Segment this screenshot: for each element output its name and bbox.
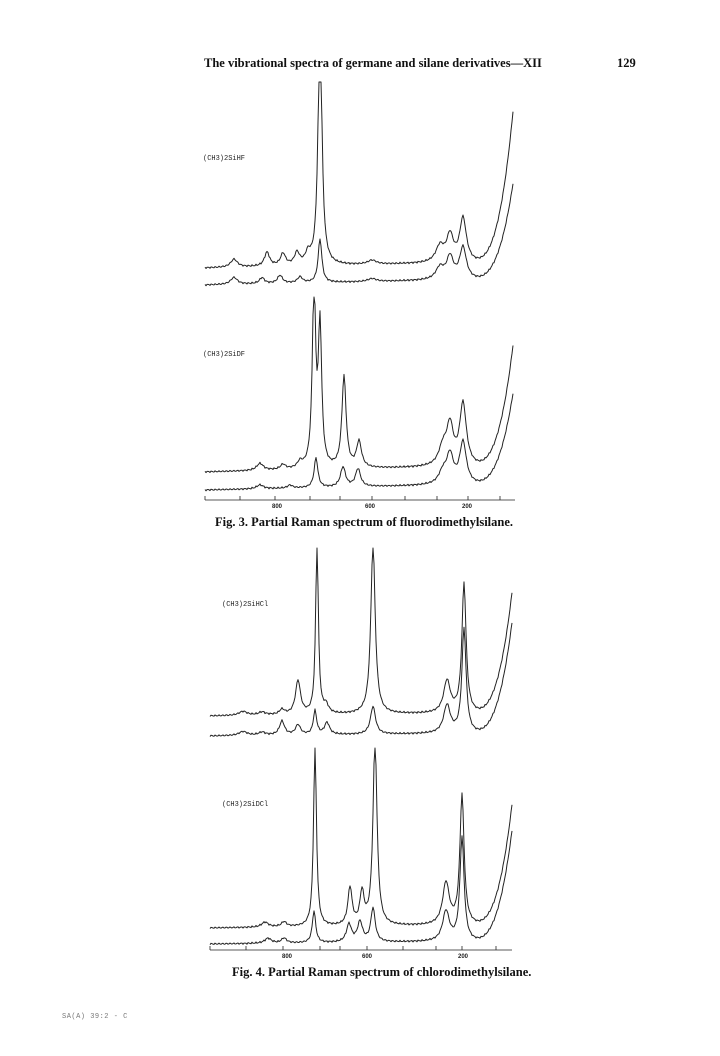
fig3-trace-sidf-a	[205, 297, 513, 473]
fig4-label-sidcl: (CH3)2SiDCl	[222, 801, 269, 809]
figure-3-caption: Fig. 3. Partial Raman spectrum of fluorodimethylsilane.	[215, 515, 514, 529]
figure-3-spectrum	[0, 0, 720, 520]
fig3-tick-600: 600	[365, 504, 376, 510]
fig3-trace-sidf-b	[205, 394, 513, 491]
fig4-trace-sidcl-b	[210, 831, 512, 945]
page-number: 129	[617, 56, 636, 70]
fig4-label-sihcl: (CH3)2SiHCl	[222, 601, 269, 609]
figure-4-spectrum	[0, 530, 720, 960]
fig4-tick-800: 800	[282, 954, 293, 960]
fig3-label-sihf: (CH3)2SiHF	[203, 155, 246, 163]
figure-4-caption: Fig. 4. Partial Raman spectrum of chlorodimethylsilane.	[232, 965, 532, 979]
fig4-tick-200: 200	[458, 954, 469, 960]
fig3-label-sidf: (CH3)2SiDF	[203, 351, 246, 359]
fig3-trace-sihf-a	[205, 82, 513, 269]
page-footer: SA(A) 39:2 - C	[62, 1013, 128, 1021]
fig3-tick-800: 800	[272, 504, 283, 510]
running-title: The vibrational spectra of germane and silane derivatives—XII	[204, 56, 542, 70]
fig3-tick-200: 200	[462, 504, 473, 510]
fig4-tick-600: 600	[362, 954, 373, 960]
fig4-trace-sidcl-a	[210, 748, 512, 929]
